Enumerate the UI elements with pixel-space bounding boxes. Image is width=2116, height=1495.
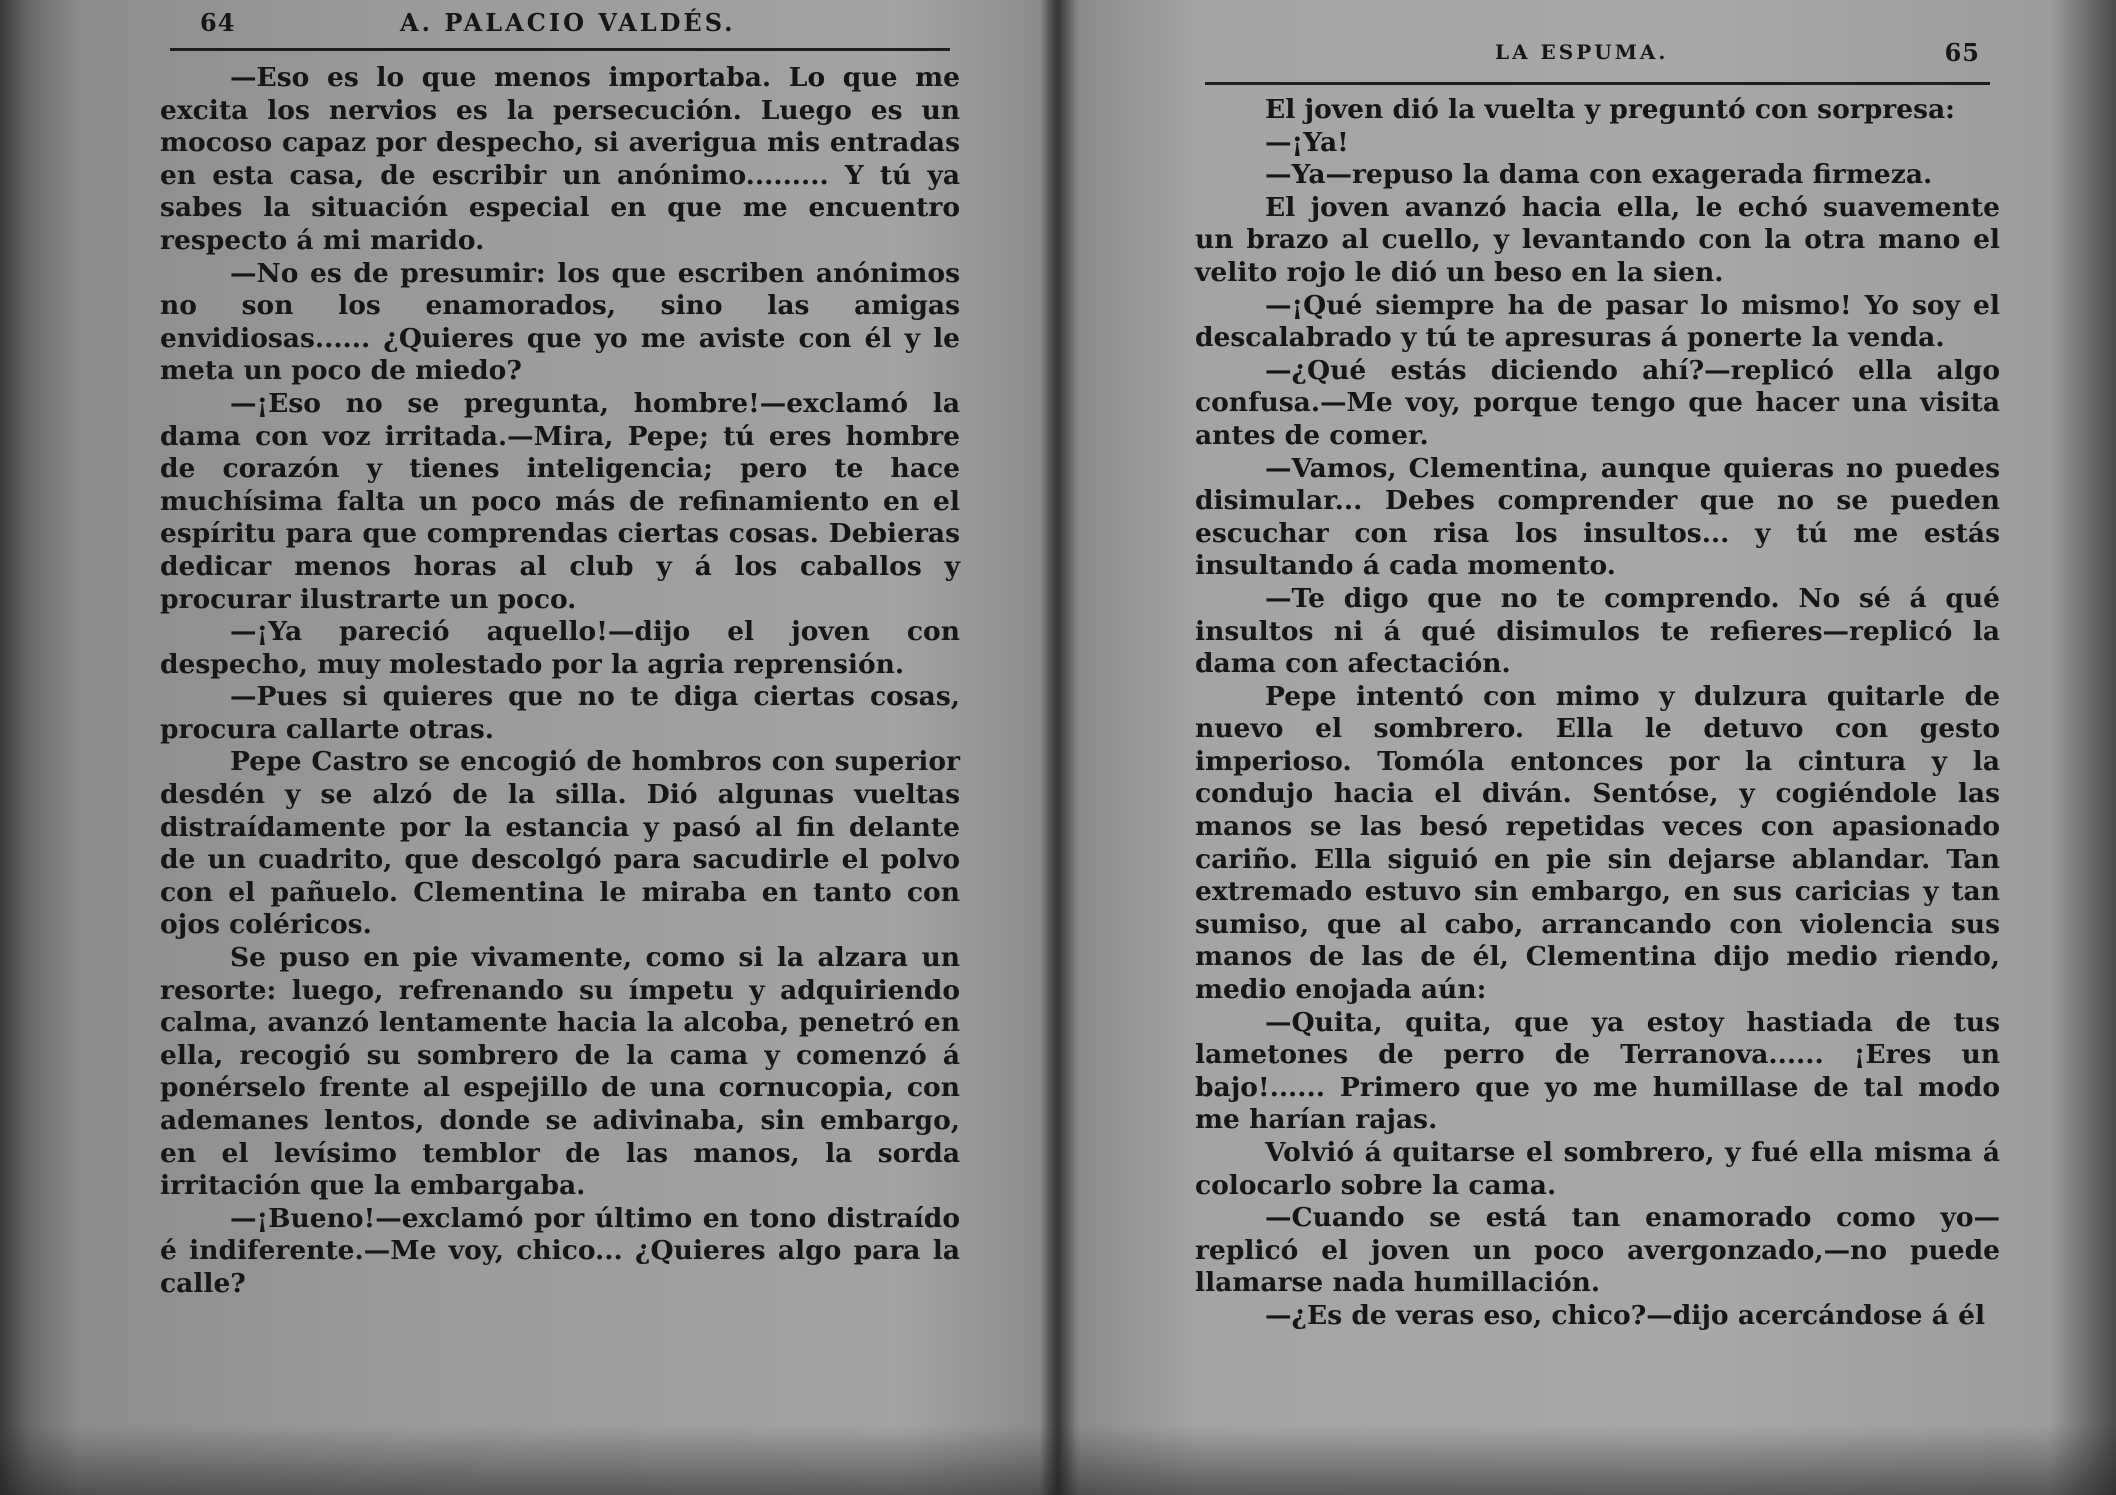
paragraph: —¿Es de veras eso, chico?—dijo acercándose á él [1265, 1299, 1986, 1331]
right-page-text [1195, 94, 2000, 1333]
paragraph: Volvió á quitarse el sombrero, y fué ella misma á colocarlo sobre la cama. [1195, 1137, 2000, 1201]
bottom-scan-shadow [0, 1425, 2116, 1495]
paragraph: El joven dió la vuelta y preguntó con sorpresa: [1265, 94, 1955, 125]
paragraph: —Te digo que no te comprendo. No sé á qué insultos ni á qué disimulos te refieres—replicó la dama con afectación. [1195, 582, 2000, 680]
left-page-number: 64 [200, 8, 236, 37]
left-header-rule [170, 48, 950, 51]
paragraph: Pepe intentó con mimo y dulzura quitarle de nuevo el sombrero. Ella le detuvo con gesto imperioso. Tomóla entonces por la cintura y la condujo hacia el diván. Sentóse, y cogiéndole las manos se las besó repetidas veces con apasionado cariño. Ella siguió en pie sin dejarse ablandar. Tan extremado estuvo sin embargo, en sus caricias y tan sumiso, que al cabo, arrancando con violencia sus manos de las de él, Clementina dijo medio riendo, medio enojada aún: [1195, 680, 2000, 1006]
paragraph: —¡Qué siempre ha de pasar lo mismo! Yo soy el descalabrado y tú te apresuras á ponerte la venda. [1195, 289, 2000, 354]
left-page-text [160, 62, 960, 1301]
right-header-rule [1205, 82, 1990, 85]
paragraph: —¡Ya pareció aquello!—dijo el joven con despecho, muy molestado por la agria reprensión. [160, 616, 960, 680]
paragraph: —No es de presumir: los que escriben anónimos no son los enamorados, sino las amigas envidiosas...... ¿Quieres que yo me aviste con él y le meta un poco de miedo? [160, 257, 960, 387]
paragraph: —Eso es lo que menos importaba. Lo que me excita los nervios es la persecución. Luego es un mocoso capaz por despecho, si averigua mis entradas en esta casa, de escribir un anónimo......... Y tú ya sabes la situación especial en que me encuentro respecto á mi marido. [160, 62, 960, 256]
paragraph: —¿Qué estás diciendo ahí?—replicó ella algo confusa.—Me voy, porque tengo que hacer una visita antes de comer. [1195, 354, 2000, 451]
paragraph: —Pues si quieres que no te diga ciertas cosas, procura callarte otras. [160, 681, 960, 745]
paragraph: —Quita, quita, que ya estoy hastiada de tus lametones de perro de Terranova...... ¡Eres un bajo!...... Primero que yo me humillase de tal modo me harían rajas. [1195, 1006, 2000, 1136]
book-gutter [1040, 0, 1080, 1495]
paragraph: —¡Bueno!—exclamó por último en tono distraído é indiferente.—Me voy, chico... ¿Quieres algo para la calle? [160, 1202, 960, 1299]
paragraph: —¡Eso no se pregunta, hombre!—exclamó la dama con voz irritada.—Mira, Pepe; tú eres hombre de corazón y tienes inteligencia; pero te hace muchísima falta un poco más de refinamiento en el espíritu para que comprendas ciertas cosas. Debieras dedicar menos horas al club y á los caballos y procurar ilustrarte un poco. [160, 387, 960, 615]
paragraph: —Cuando se está tan enamorado como yo—replicó el joven un poco avergonzado,—no puede llamarse nada humillación. [1195, 1202, 2000, 1299]
left-running-head [160, 4, 960, 40]
paragraph: —Ya—repuso la dama con exagerada firmeza. [1265, 159, 1933, 191]
right-page-number: 65 [1944, 38, 1980, 67]
paragraph: Pepe Castro se encogió de hombros con superior desdén y se alzó de la silla. Dió algunas vueltas distraídamente por la estancia y pasó al fin delante de un cuadrito, que descolgó para sacudirle el polvo con el pañuelo. Clementina le miraba en tanto con ojos coléricos. [160, 746, 960, 941]
paragraph: —¡Ya! [1265, 126, 1349, 158]
paragraph: Se puso en pie vivamente, como si la alzara un resorte: luego, refrenando su ímpetu y adquiriendo calma, avanzó lentamente hacia la alcoba, penetró en ella, recogió su sombrero de la cama y comenzó á ponérselo frente al espejillo de una cornucopia, con ademanes lentos, donde se adivinaba, sin embargo, en el levísimo temblor de las manos, la sorda irritación que la embargaba. [160, 942, 960, 1202]
left-running-title: A. PALACIO VALDÉS. [400, 8, 736, 37]
paragraph: —Vamos, Clementina, aunque quieras no puedes disimular... Debes comprender que no se pueden escuchar con risa los insultos... y tú me estás insultando á cada momento. [1195, 452, 2000, 582]
right-running-title: LA ESPUMA. [1495, 40, 1669, 64]
right-running-head [1195, 4, 2000, 67]
paragraph: El joven avanzó hacia ella, le echó suavemente un brazo al cuello, y levantando con la otra mano el velito rojo le dió un beso en la sien. [1195, 191, 2000, 288]
